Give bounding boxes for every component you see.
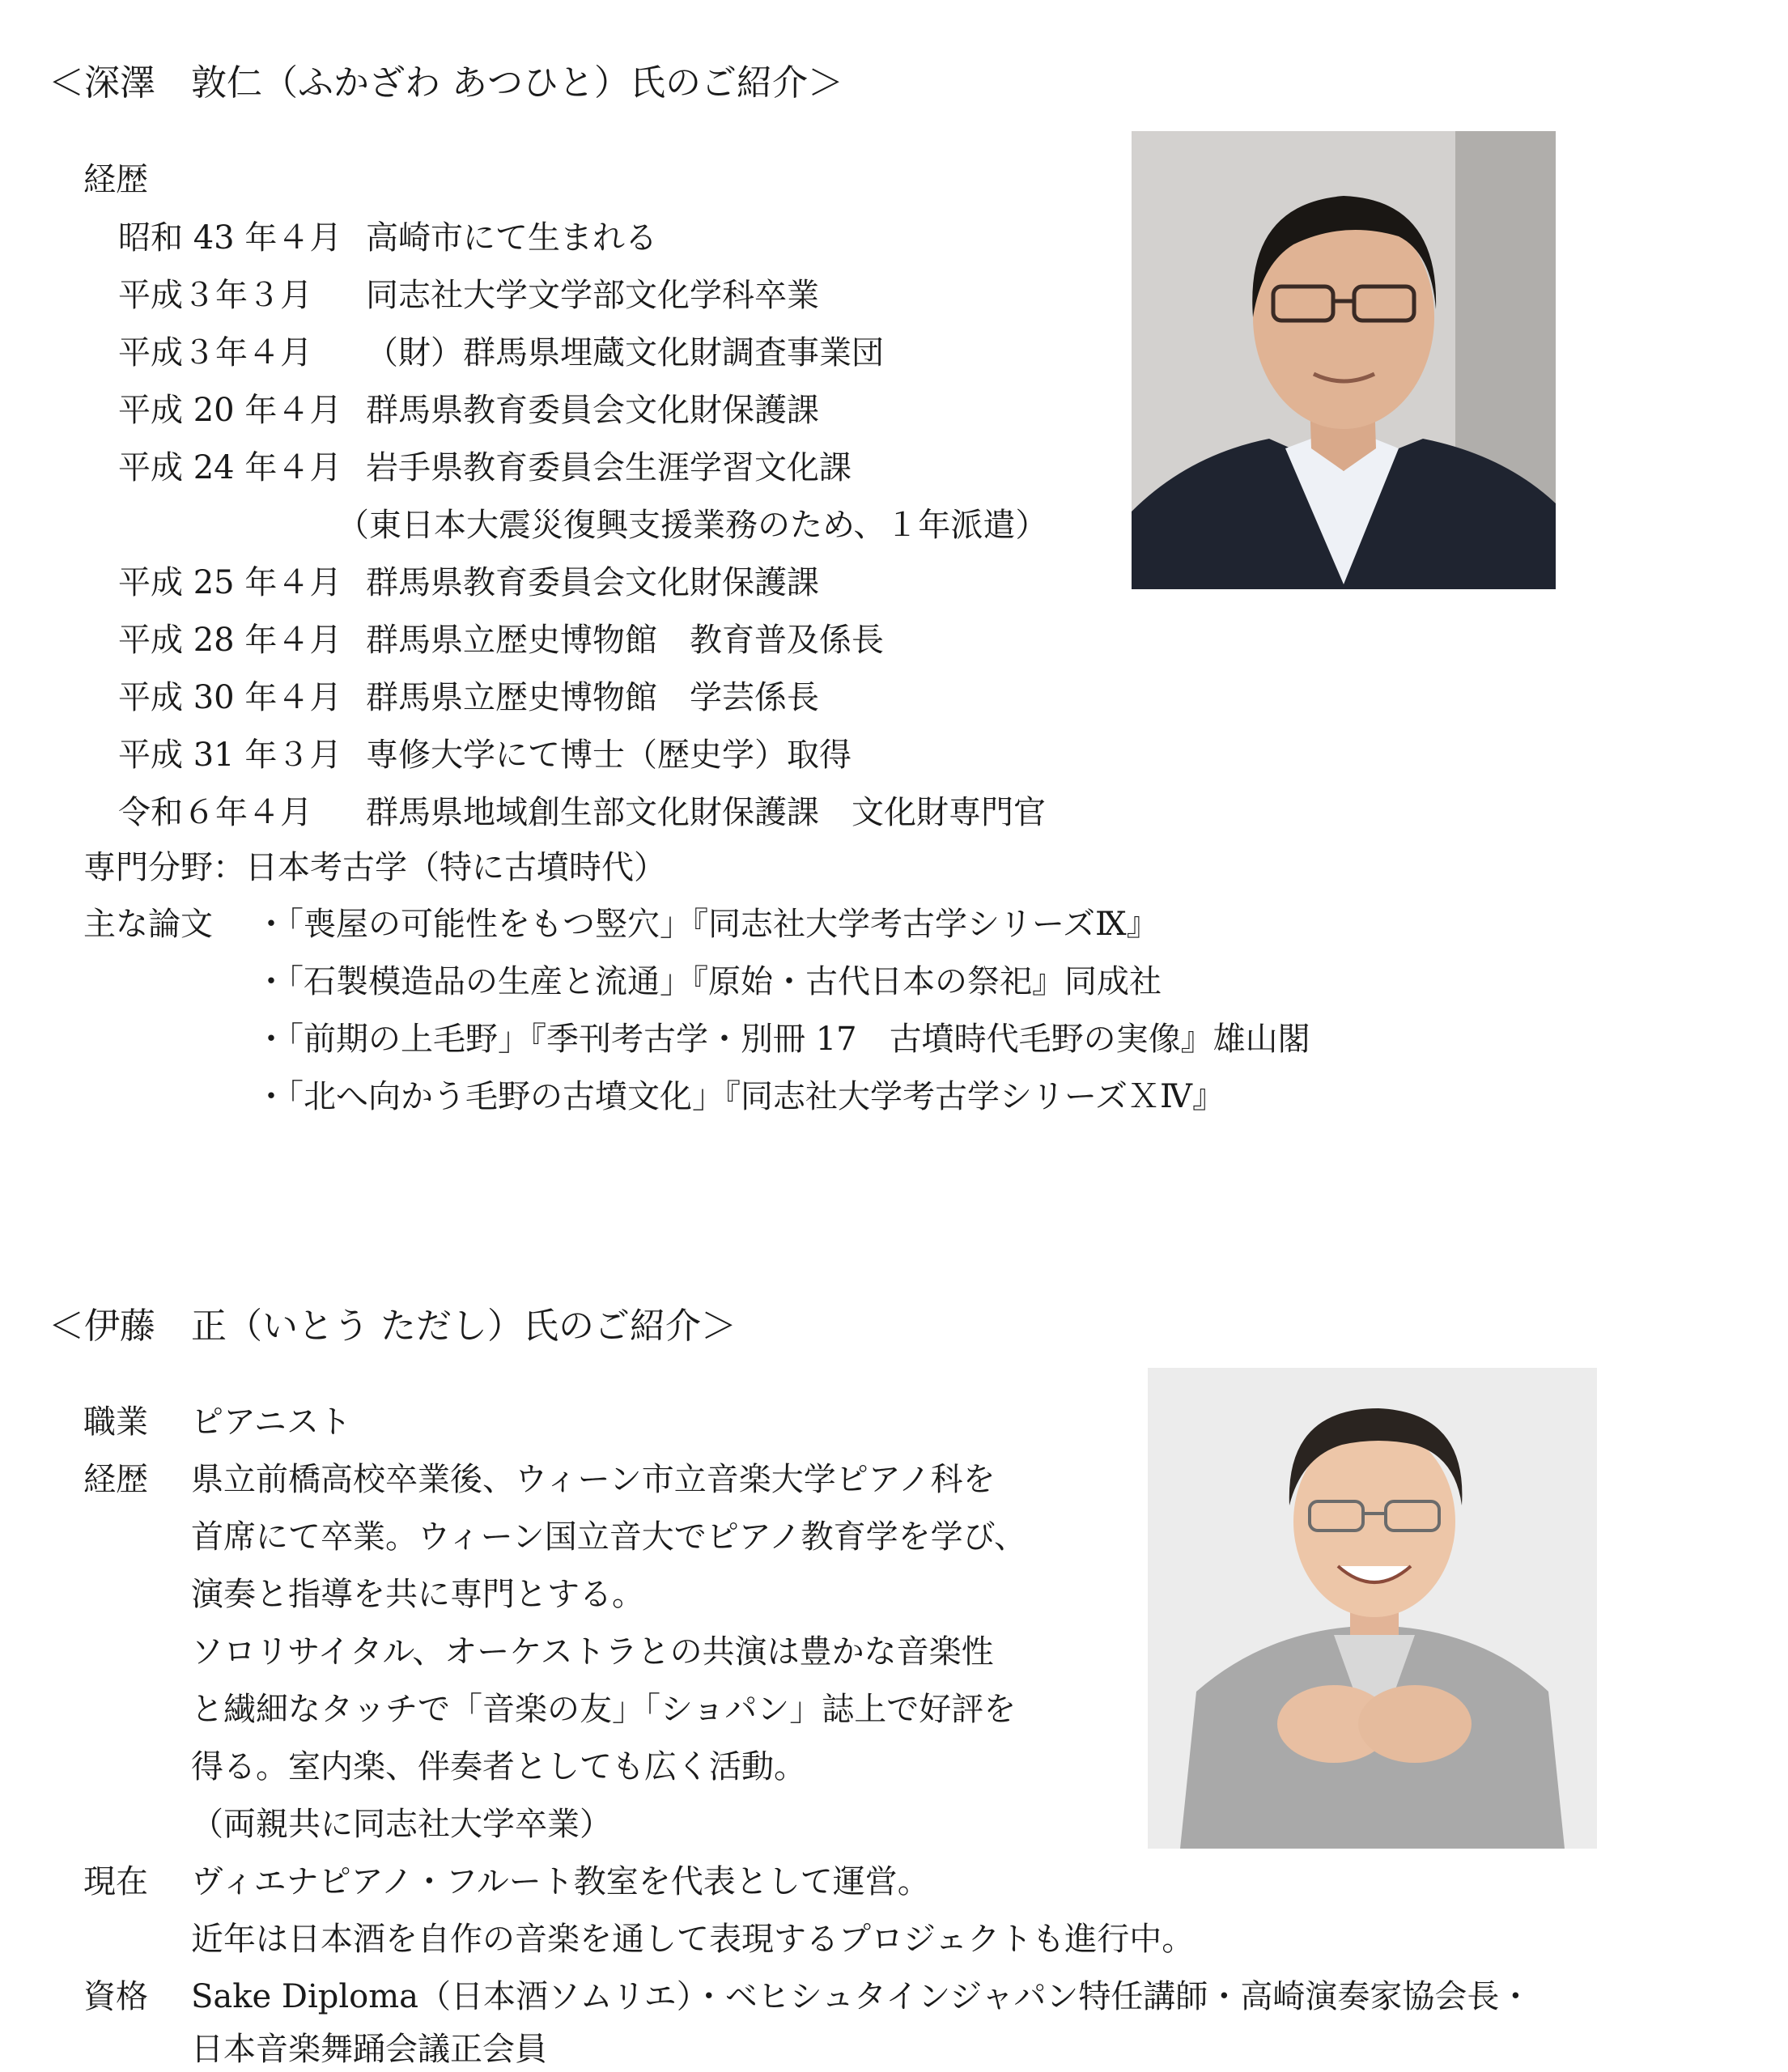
specialty-field: 専門分野：日本考古学（特に古墳時代） [83, 849, 666, 886]
paper-item: ・「石製模造品の生産と流通」『原始・古代日本の祭祀』同成社 [255, 963, 1162, 1000]
career-event: 群馬県立歴史博物館 学芸係長 [366, 679, 819, 716]
career-line: 得る。室内楽、伴奏者としても広く活動。 [191, 1748, 806, 1785]
section-heading-fukazawa: ＜深澤 敦仁（ふかざわ あつひと）氏のご紹介＞ [49, 62, 843, 104]
career-event: 専修大学にて博士（歴史学）取得 [366, 737, 852, 774]
current-line: ヴィエナピアノ・フルート教室を代表として運営。 [191, 1863, 930, 1900]
career-date: 平成 25 年４月 [118, 564, 342, 601]
occupation-label: 職業 [83, 1403, 148, 1441]
career-event: 群馬県立歴史博物館 教育普及係長 [366, 622, 884, 659]
qualification-line: Sake Diploma（日本酒ソムリエ）・ベヒシュタインジャパン特任講師・高崎演奏家協会長・ [191, 1978, 1532, 2015]
current-line: 近年は日本酒を自作の音楽を通して表現するプロジェクトも進行中。 [191, 1921, 1195, 1958]
career-date: 平成 30 年４月 [118, 679, 342, 716]
career-date: 平成３年３月 [118, 277, 312, 314]
career-event: 岩手県教育委員会生涯学習文化課 [366, 449, 852, 486]
qualification-line: 日本音楽舞踊会議正会員 [191, 2031, 547, 2068]
career-label: 経歴 [83, 161, 148, 198]
career-date: 平成３年４月 [118, 334, 312, 372]
career-line: 首席にて卒業。ウィーン国立音大でピアノ教育学を学び、 [191, 1518, 1026, 1556]
paper-item: ・「北へ向かう毛野の古墳文化」『同志社大学考古学シリーズＸⅣ』 [255, 1078, 1225, 1115]
career-line: ソロリサイタル、オーケストラとの共演は豊かな音楽性 [191, 1633, 994, 1671]
career-event: 群馬県教育委員会文化財保護課 [366, 564, 819, 601]
career-date: 平成 31 年３月 [118, 737, 342, 774]
paper-item: ・「前期の上毛野」『季刊考古学・別冊 17 古墳時代毛野の実像』雄山閣 [255, 1021, 1310, 1058]
career-event: 高崎市にて生まれる [366, 219, 657, 257]
career-line: 演奏と指導を共に専門とする。 [191, 1576, 644, 1613]
current-label: 現在 [83, 1863, 148, 1900]
portrait-photo-ito [1148, 1368, 1597, 1849]
career-date: 昭和 43 年４月 [118, 219, 342, 257]
qualification-label: 資格 [83, 1978, 148, 2015]
career-event: （財）群馬県埋蔵文化財調査事業団 [366, 334, 884, 372]
career-line: と繊細なタッチで「音楽の友」「ショパン」誌上で好評を [191, 1691, 1017, 1728]
portrait-photo-fukazawa [1132, 131, 1556, 589]
career-event: 群馬県地域創生部文化財保護課 文化財専門官 [366, 794, 1046, 831]
occupation-value: ピアニスト [191, 1403, 351, 1441]
career-note: （東日本大震災復興支援業務のため、１年派遣） [337, 507, 1048, 544]
career-label: 経歴 [83, 1461, 148, 1498]
career-date: 令和６年４月 [118, 794, 312, 831]
career-line: 県立前橋高校卒業後、ウィーン市立音楽大学ピアノ科を [191, 1461, 996, 1498]
papers-label: 主な論文 [83, 906, 213, 943]
section-heading-ito: ＜伊藤 正（いとう ただし）氏のご紹介＞ [49, 1306, 737, 1347]
career-line: （両親共に同志社大学卒業） [191, 1806, 612, 1843]
career-date: 平成 28 年４月 [118, 622, 342, 659]
career-event: 群馬県教育委員会文化財保護課 [366, 392, 819, 429]
paper-item: ・「喪屋の可能性をもつ竪穴」『同志社大学考古学シリーズⅨ』 [255, 906, 1159, 943]
career-event: 同志社大学文学部文化学科卒業 [366, 277, 819, 314]
career-date: 平成 24 年４月 [118, 449, 342, 486]
career-date: 平成 20 年４月 [118, 392, 342, 429]
